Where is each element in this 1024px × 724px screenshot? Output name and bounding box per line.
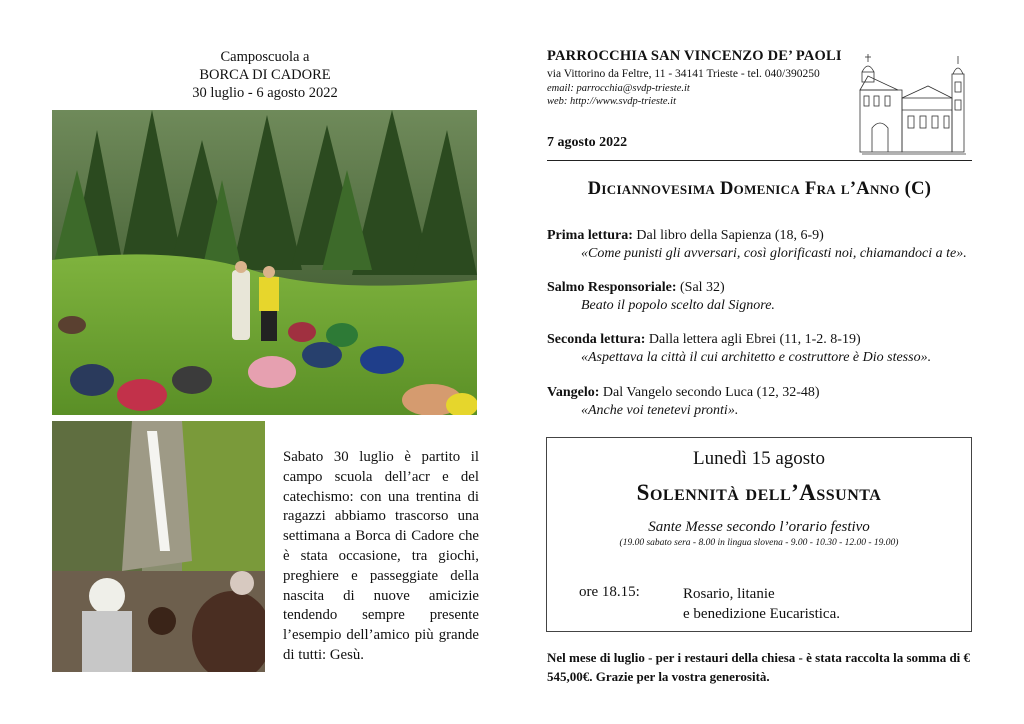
reading-source: Dal libro della Sapienza (18, 6-9) [632, 228, 824, 243]
meadow-photo-illustration [52, 110, 477, 415]
header-divider [547, 160, 972, 161]
reading-gospel [547, 384, 977, 420]
parish-address: via Vittorino da Feltre, 11 - 34141 Trieste - tel. 040/390250 [547, 68, 820, 80]
bulletin-date: 7 agosto 2022 [547, 135, 628, 150]
reading-label: Vangelo: [547, 385, 600, 400]
camp-title-line3: 30 luglio - 6 agosto 2022 [192, 85, 338, 101]
parish-email: email: parrocchia@svdp-trieste.it [547, 83, 690, 94]
sunday-title: Diciannovesima Domenica Fra l’Anno (C) [587, 179, 932, 199]
feast-time-description [683, 584, 840, 624]
reading-label: Seconda lettura: [547, 332, 646, 347]
feast-mass-times: (19.00 sabato sera - 8.00 in lingua slovena - 9.00 - 10.30 - 12.00 - 19.00) [619, 538, 899, 548]
parish-name: PARROCCHIA SAN VINCENZO DE’ PAOLI [547, 48, 842, 64]
camp-title-line2: BORCA DI CADORE [199, 67, 331, 83]
reading-second [547, 331, 977, 367]
parish-web: web: http://www.svdp-trieste.it [547, 96, 677, 107]
donation-note: Nel mese di luglio - per i restauri della chiesa - è stata raccolta la somma di € 545,00€. Grazie per la vostra generosità. [547, 650, 971, 684]
waterfall-photo-illustration [52, 421, 265, 672]
camp-heading [150, 48, 380, 102]
feast-title: Solennità dell’Assunta [636, 480, 882, 505]
reading-quote: «Come punisti gli avversari, così glorificasti noi, chiamandoci a te». [581, 246, 967, 261]
feast-date: Lunedì 15 agosto [693, 448, 825, 469]
reading-quote: «Anche voi tenetevi pronti». [581, 403, 739, 418]
reading-quote: Beato il popolo scelto dal Signore. [581, 298, 775, 313]
camp-title-line1: Camposcuola a [220, 49, 310, 65]
feast-time-line1: Rosario, litanie [683, 586, 775, 602]
camp-description: Sabato 30 luglio è partito il campo scuola dell’acr e del catechismo: con una trentina di ragazzi abbiamo trascorso una settimana a Borca di Cadore che è stata occasione, tra giochi, preghiere e passeggiate della nascita di nuove amicizie tendendo sempre presente l’esempio dell’amico più grande di tutti: Gesù. [283, 449, 479, 663]
feast-box [546, 437, 972, 632]
reading-source: Dal Vangelo secondo Luca (12, 32-48) [599, 385, 820, 400]
feast-time-line2: e benedizione Eucaristica. [683, 606, 841, 622]
reading-source: (Sal 32) [676, 280, 725, 295]
reading-quote: «Aspettava la città il cui architetto e costruttore è Dio stesso». [581, 350, 932, 365]
church-drawing [858, 50, 970, 156]
reading-first [547, 227, 977, 263]
church-illustration [858, 50, 970, 156]
camp-waterfall-photo [52, 421, 265, 672]
reading-label: Prima lettura: [547, 228, 633, 243]
feast-subtitle: Sante Messe secondo l’orario festivo [648, 519, 870, 535]
reading-psalm [547, 279, 977, 315]
feast-time-label: ore 18.15: [579, 584, 640, 600]
camp-meadow-photo [52, 110, 477, 415]
reading-label: Salmo Responsoriale: [547, 280, 677, 295]
reading-source: Dalla lettera agli Ebrei (11, 1-2. 8-19) [645, 332, 861, 347]
